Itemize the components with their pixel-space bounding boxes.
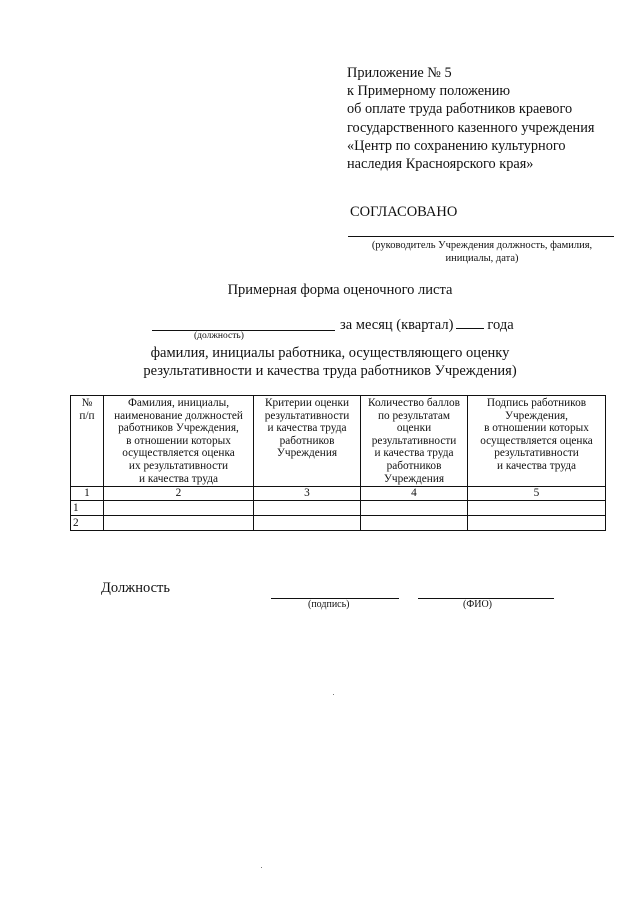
appendix-line: «Центр по сохранению культурного bbox=[347, 137, 566, 154]
header-line: осуществляется оценка bbox=[480, 434, 593, 447]
position-note: (должность) bbox=[194, 331, 244, 341]
appendix-line: к Примерному положению bbox=[347, 83, 511, 100]
position-label: Должность bbox=[101, 580, 170, 596]
header-line: Критерии оценки bbox=[264, 397, 350, 409]
year-blank bbox=[456, 316, 484, 329]
header-line: Подпись работников bbox=[486, 397, 587, 409]
evaluation-table bbox=[70, 395, 606, 531]
table-row bbox=[71, 516, 606, 531]
header-line: в отношении которых bbox=[126, 434, 231, 447]
row-number: 1 bbox=[71, 501, 104, 516]
column-number: 3 bbox=[254, 487, 361, 501]
table-row bbox=[71, 501, 606, 516]
header-number bbox=[71, 396, 104, 487]
header-line: их результативности bbox=[128, 459, 229, 472]
approval-note-line: инициалы, дата) bbox=[445, 253, 519, 264]
header-points bbox=[361, 396, 468, 487]
column-number: 4 bbox=[361, 487, 468, 501]
appendix-line: государственного казенного учреждения bbox=[347, 119, 595, 136]
subtitle-line: результативности и качества труда работников Учреждения) bbox=[143, 363, 517, 379]
header-line: и качества труда bbox=[139, 472, 218, 485]
header-line: Учреждения, bbox=[504, 409, 569, 422]
month-text: за месяц (квартал) bbox=[340, 317, 454, 333]
year-text: года bbox=[487, 317, 514, 333]
signature-note: (подпись) bbox=[308, 599, 350, 610]
table-cell bbox=[104, 501, 254, 516]
table-cell bbox=[361, 516, 468, 531]
header-line: и качества труда bbox=[267, 422, 347, 435]
table-cell bbox=[104, 516, 254, 531]
header-signature bbox=[468, 396, 606, 487]
subtitle-line: фамилия, инициалы работника, осуществляющего оценку bbox=[150, 345, 510, 361]
column-number-row bbox=[71, 487, 606, 501]
header-line: п/п bbox=[79, 409, 95, 422]
scan-speck bbox=[261, 867, 262, 868]
appendix-line: Приложение № 5 bbox=[347, 65, 452, 81]
header-line: по результатам bbox=[377, 409, 451, 422]
approval-note-line: (руководитель Учреждения должность, фамилия, bbox=[371, 240, 593, 251]
header-line: результативности bbox=[371, 434, 457, 447]
header-criteria bbox=[254, 396, 361, 487]
column-number: 5 bbox=[468, 487, 606, 501]
header-line: Учреждения bbox=[383, 472, 445, 485]
header-line: и качества труда bbox=[497, 459, 576, 472]
header-line: и качества труда bbox=[374, 447, 454, 460]
row-number: 2 bbox=[71, 516, 104, 531]
header-line: Учреждения bbox=[276, 447, 338, 460]
approval-title: СОГЛАСОВАНО bbox=[350, 204, 458, 220]
header-line: результативности bbox=[264, 409, 350, 422]
table-cell bbox=[254, 501, 361, 516]
column-number: 2 bbox=[104, 487, 254, 501]
column-number: 1 bbox=[71, 487, 104, 501]
header-line: работников Учреждения, bbox=[118, 422, 239, 435]
approval-note bbox=[350, 239, 614, 265]
header-line: наименование должностей bbox=[114, 409, 243, 422]
header-line: в отношении которых bbox=[484, 422, 589, 435]
table-cell bbox=[468, 501, 606, 516]
header-line: Фамилия, инициалы, bbox=[127, 397, 230, 409]
appendix-line: об оплате труда работников краевого bbox=[347, 101, 573, 118]
table-header-row bbox=[71, 396, 606, 487]
header-employee bbox=[104, 396, 254, 487]
table-cell bbox=[361, 501, 468, 516]
header-line: Количество баллов bbox=[368, 397, 460, 409]
scan-speck bbox=[333, 694, 334, 695]
period-row bbox=[340, 316, 514, 334]
header-line: № bbox=[81, 397, 93, 409]
header-line: работников bbox=[279, 434, 335, 447]
header-line: работников bbox=[386, 459, 442, 472]
header-line: результативности bbox=[494, 447, 579, 460]
appendix-header bbox=[347, 64, 632, 173]
table-cell bbox=[468, 516, 606, 531]
approval-signature-line bbox=[348, 236, 614, 237]
header-line: осуществляется оценка bbox=[122, 447, 235, 460]
header-line: оценки bbox=[396, 422, 432, 435]
table-cell bbox=[254, 516, 361, 531]
form-subtitle bbox=[100, 344, 560, 380]
form-title: Примерная форма оценочного листа bbox=[227, 282, 453, 298]
name-note: (ФИО) bbox=[463, 599, 493, 610]
appendix-line: наследия Красноярского края» bbox=[347, 156, 534, 173]
